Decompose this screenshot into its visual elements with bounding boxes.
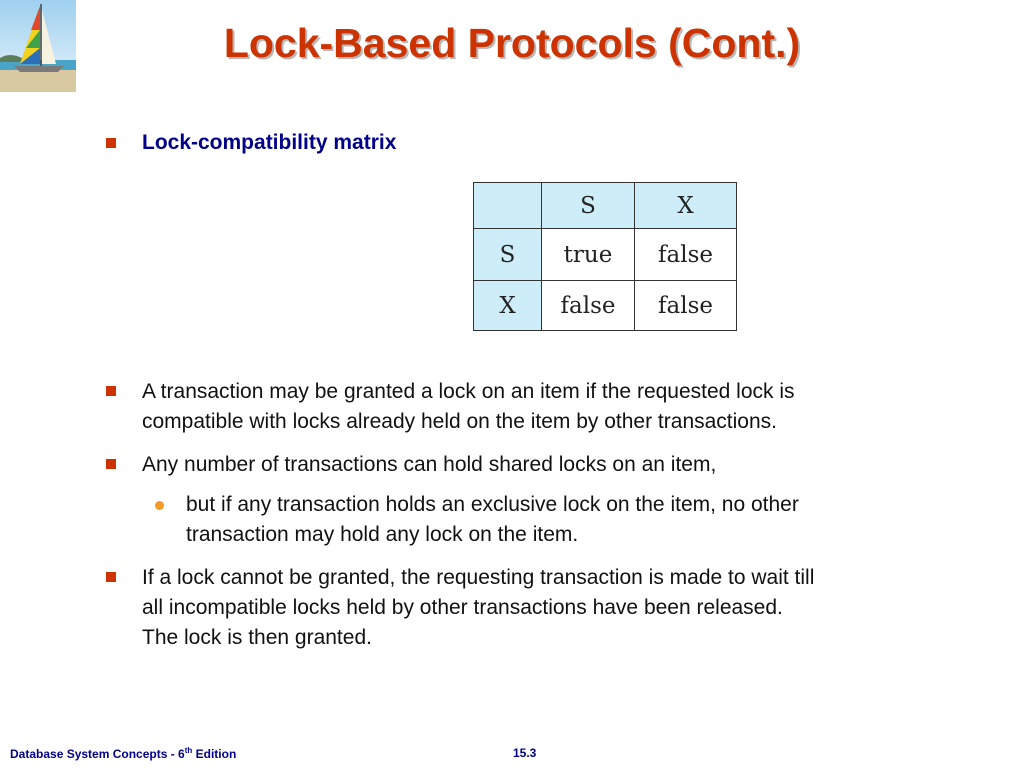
bullet-dot-icon [155, 501, 164, 510]
bullet-line: but if any transaction holds an exclusive lock on the item, no other [186, 493, 799, 516]
matrix-cell: false [542, 281, 635, 331]
footer-book-suffix: Edition [192, 747, 237, 761]
bullet-square-icon [106, 572, 116, 582]
bullet-square-icon [106, 386, 116, 396]
bullet-line: all incompatible locks held by other transactions have been released. [142, 596, 783, 619]
bullet-text-compatibility [142, 377, 795, 437]
page-title: Lock-Based Protocols (Cont.) [223, 20, 801, 66]
bullet-line: The lock is then granted. [142, 626, 372, 649]
bullet-square-icon [106, 138, 116, 148]
footer-book-prefix: Database System Concepts - 6 [10, 747, 185, 761]
matrix-row-header: X [474, 281, 542, 331]
bullet-line: transaction may hold any lock on the item. [186, 523, 579, 546]
matrix-cell: false [635, 229, 737, 281]
bullet-text-shared-locks [142, 450, 716, 480]
bullet-square-icon [106, 459, 116, 469]
bullet-line: compatible with locks already held on the item by other transactions. [142, 410, 777, 433]
bullet-line: If a lock cannot be granted, the requesting transaction is made to wait till [142, 566, 815, 589]
section-heading: Lock-compatibility matrix [142, 131, 397, 154]
footer-book-sup: th [184, 746, 193, 755]
matrix-corner-cell [474, 183, 542, 229]
matrix-row-header: S [474, 229, 542, 281]
bullet-line: A transaction may be granted a lock on an item if the requested lock is [142, 380, 795, 403]
bullet-line: Any number of transactions can hold shared locks on an item, [142, 453, 717, 476]
footer-book-title [10, 746, 236, 761]
matrix-row [474, 281, 737, 331]
matrix-header-row [474, 183, 737, 229]
matrix-cell: true [542, 229, 635, 281]
matrix-cell: false [635, 281, 737, 331]
matrix-col-header: X [635, 183, 737, 229]
lock-compatibility-matrix [473, 182, 737, 331]
matrix-col-header: S [542, 183, 635, 229]
matrix-row [474, 229, 737, 281]
bullet-text-wait [142, 563, 814, 653]
sub-bullet-text-exclusive [186, 490, 799, 550]
footer-page-number: 15.3 [513, 746, 537, 760]
